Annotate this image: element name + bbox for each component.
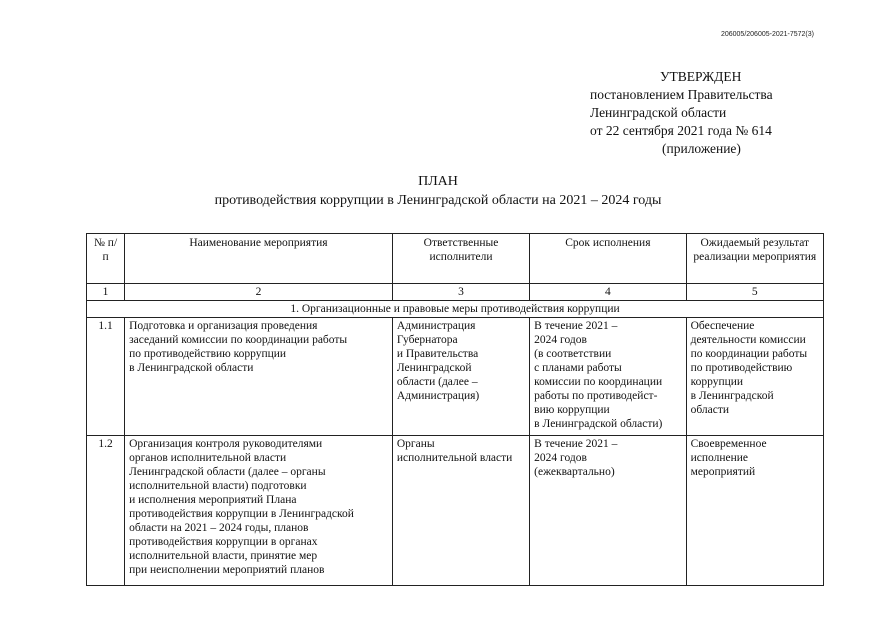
cell-line: в Ленинградской области) [534,418,663,430]
plan-title-block [0,172,876,210]
approval-title: УТВЕРЖДЕН [660,69,742,84]
cell-line: мероприятий [690,466,756,478]
approval-line-1: постановлением Правительства [590,87,773,102]
header-num: № п/п [87,234,125,284]
approval-line-2: Ленинградской области [590,105,727,120]
cell-line: органов исполнительной власти [129,452,287,464]
row-number: 1.1 [87,318,125,436]
cell-line: Подготовка и организация проведения [129,320,318,332]
cell-line: комиссии по координации [534,376,663,388]
cell-line: области (далее – [396,376,478,388]
cell-line: Губернатора [396,334,458,346]
cell-line: исполнение [690,452,749,464]
cell-line: противодействия коррупции в Ленинградской [129,508,354,520]
row-result [686,436,823,586]
approval-block [590,68,773,158]
col-number: 2 [125,284,393,301]
cell-line: Своевременное [690,438,767,450]
row-result [686,318,823,436]
section-title: 1. Организационные и правовые меры противодействия коррупции [87,301,824,318]
cell-line: Администрация [396,320,476,332]
cell-line: (ежеквартально) [534,466,615,478]
cell-line: деятельности комиссии [690,334,806,346]
cell-line: по противодействию коррупции [129,348,287,360]
plan-subtitle: противодействия коррупции в Ленинградской области на 2021 – 2024 годы [214,193,662,208]
cell-line: Обеспечение [690,320,755,332]
cell-line: В течение 2021 – [534,438,618,450]
document-id: 206005/206005-2021-7572(3) [720,31,814,38]
cell-line: исполнительной власти, принятие мер [129,550,318,562]
col-number: 1 [87,284,125,301]
cell-line: (в соответствии [534,348,612,360]
cell-line: противодействия коррупции в органах [129,536,318,548]
cell-line: Администрация) [396,390,480,402]
cell-line: по координации работы [690,348,808,360]
table-row [87,318,824,436]
cell-line: 2024 годов [534,334,587,346]
cell-line: в Ленинградской области [129,362,254,374]
cell-line: В течение 2021 – [534,320,618,332]
cell-line: Ленинградской [396,362,472,374]
cell-line: при неисполнении мероприятий планов [129,564,325,576]
row-deadline [530,318,686,436]
cell-line: области на 2021 – 2024 годы, планов [129,522,309,534]
cell-line: в Ленинградской [690,390,774,402]
cell-line: исполнительной власти [396,452,513,464]
plan-table [86,233,824,586]
cell-line: заседаний комиссии по координации работы [129,334,348,346]
row-name [125,318,393,436]
cell-line: области [690,404,730,416]
header-deadline: Срок исполнения [530,234,686,284]
cell-line: и исполнения мероприятий Плана [129,494,297,506]
header-executor: Ответственные исполнители [392,234,529,284]
table-header-row [87,234,824,284]
cell-line: Ленинградской области (далее – органы [129,466,326,478]
cell-line: исполнительной власти) подготовки [129,480,307,492]
cell-line: 2024 годов [534,452,587,464]
cell-line: вию коррупции [534,404,610,416]
row-name [125,436,393,586]
approval-note: (приложение) [662,141,741,156]
cell-line: Организация контроля руководителями [129,438,323,450]
row-deadline [530,436,686,586]
cell-line: работы по противодейст- [534,390,658,402]
col-number: 3 [392,284,529,301]
row-executor [392,318,529,436]
col-number: 4 [530,284,686,301]
cell-line: с планами работы [534,362,622,374]
row-number: 1.2 [87,436,125,586]
header-name: Наименование мероприятия [125,234,393,284]
row-executor [392,436,529,586]
table-row [87,436,824,586]
cell-line: по противодействию [690,362,793,374]
plan-title: ПЛАН [418,174,458,189]
cell-line: коррупции [690,376,744,388]
cell-line: Органы [396,438,435,450]
cell-line: и Правительства [396,348,479,360]
section-row [87,301,824,318]
header-result: Ожидаемый результат реализации мероприятия [686,234,823,284]
approval-line-3: от 22 сентября 2021 года № 614 [590,123,772,138]
column-number-row [87,284,824,301]
col-number: 5 [686,284,823,301]
